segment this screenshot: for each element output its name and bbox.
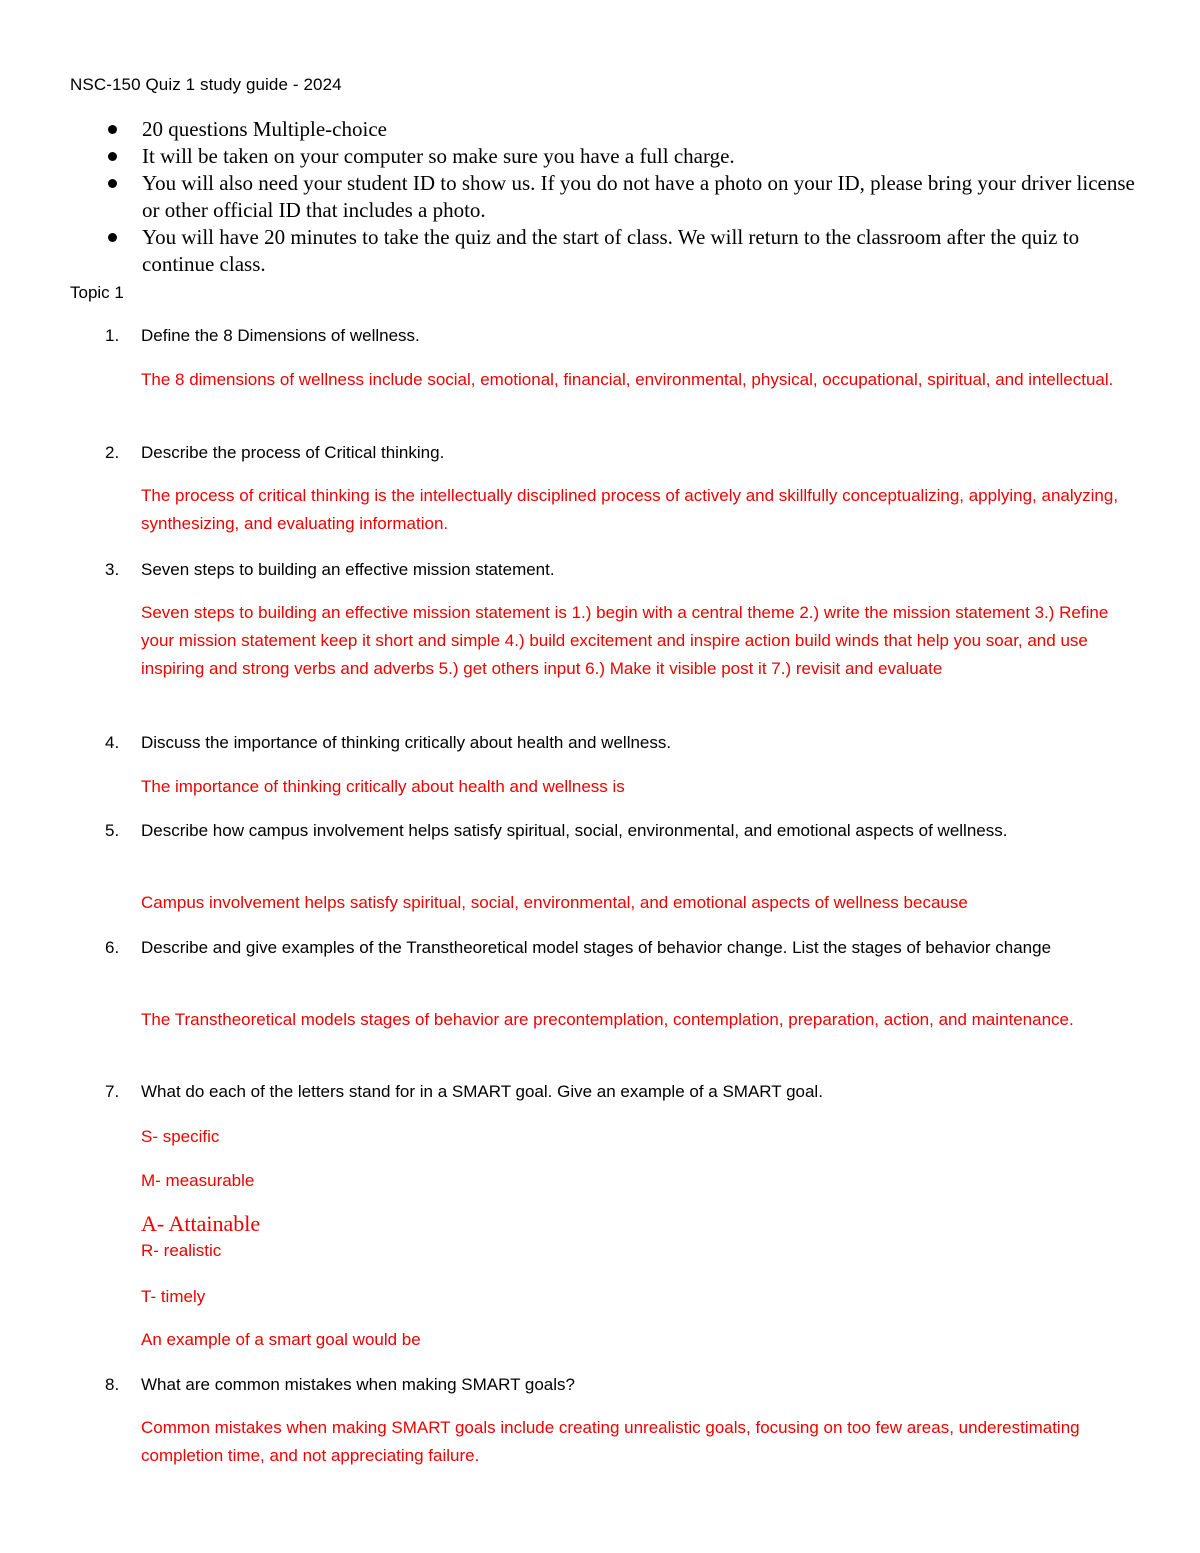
question-text: Describe how campus involvement helps satisfy spiritual, social, environmental, and emotional aspects of wellness. [141, 821, 1008, 840]
answer-3: Seven steps to building an effective mission statement is 1.) begin with a central theme 2.) write the mission statement 3.) Refine your mission statement keep it short and simple 4.) build excitement and inspire action build winds that help you soar, and use inspiring and strong verbs and adverbs 5.) get others input 6.) Make it visible post it 7.) revisit and evaluate [141, 603, 1109, 678]
question-text: Seven steps to building an effective mission statement. [141, 560, 555, 579]
bullet-item: 20 questions Multiple-choice [106, 116, 1136, 143]
answer-6: The Transtheoretical models stages of behavior are precontemplation, contemplation, preparation, action, and maintenance. [141, 1010, 1074, 1029]
question-number: 4. [105, 733, 120, 752]
question-2 [105, 439, 1135, 467]
smart-t: T- timely [141, 1287, 206, 1306]
question-number: 8. [105, 1375, 120, 1394]
smart-s: S- specific [141, 1127, 220, 1146]
question-7 [105, 1078, 1135, 1106]
answer-5: Campus involvement helps satisfy spiritual, social, environmental, and emotional aspects of wellness because [141, 893, 968, 912]
question-text: What do each of the letters stand for in a SMART goal. Give an example of a SMART goal. [141, 1082, 823, 1101]
question-text: Describe and give examples of the Transtheoretical model stages of behavior change. List the stages of behavior change [141, 938, 1052, 957]
question-number: 3. [105, 560, 120, 579]
quiz-info-list [106, 116, 1136, 278]
answer-2: The process of critical thinking is the intellectually disciplined process of actively and skillfully conceptualizing, applying, analyzing, synthesizing, and evaluating information. [141, 486, 1119, 533]
question-number: 2. [105, 443, 120, 462]
question-4 [105, 729, 1135, 757]
question-text: Discuss the importance of thinking critically about health and wellness. [141, 733, 672, 752]
smart-r: R- realistic [141, 1241, 222, 1260]
answer-8: Common mistakes when making SMART goals include creating unrealistic goals, focusing on too few areas, underestimating completion time, and not appreciating failure. [141, 1418, 1080, 1465]
question-text: What are common mistakes when making SMART goals? [141, 1375, 575, 1394]
question-number: 1. [105, 326, 120, 345]
document-title: NSC-150 Quiz 1 study guide - 2024 [70, 75, 342, 94]
bullet-item: You will have 20 minutes to take the quiz and the start of class. We will return to the classroom after the quiz to continue class. [106, 224, 1136, 278]
question-5 [105, 817, 1135, 845]
question-number: 6. [105, 938, 120, 957]
question-8 [105, 1371, 1135, 1399]
bullet-item: You will also need your student ID to show us. If you do not have a photo on your ID, please bring your driver license or other official ID that includes a photo. [106, 170, 1136, 224]
question-text: Define the 8 Dimensions of wellness. [141, 326, 420, 345]
question-6 [105, 934, 1135, 962]
smart-m: M- measurable [141, 1171, 255, 1190]
question-3 [105, 556, 1135, 584]
answer-4: The importance of thinking critically about health and wellness is [141, 777, 625, 796]
bullet-item: It will be taken on your computer so make sure you have a full charge. [106, 143, 1136, 170]
question-number: 7. [105, 1082, 120, 1101]
question-1 [105, 322, 1135, 350]
smart-example: An example of a smart goal would be [141, 1330, 421, 1349]
answer-1: The 8 dimensions of wellness include social, emotional, financial, environmental, physical, occupational, spiritual, and intellectual. [141, 370, 1114, 389]
topic-heading: Topic 1 [70, 283, 124, 302]
smart-a: A- Attainable [141, 1211, 261, 1236]
question-text: Describe the process of Critical thinking. [141, 443, 445, 462]
question-number: 5. [105, 821, 120, 840]
